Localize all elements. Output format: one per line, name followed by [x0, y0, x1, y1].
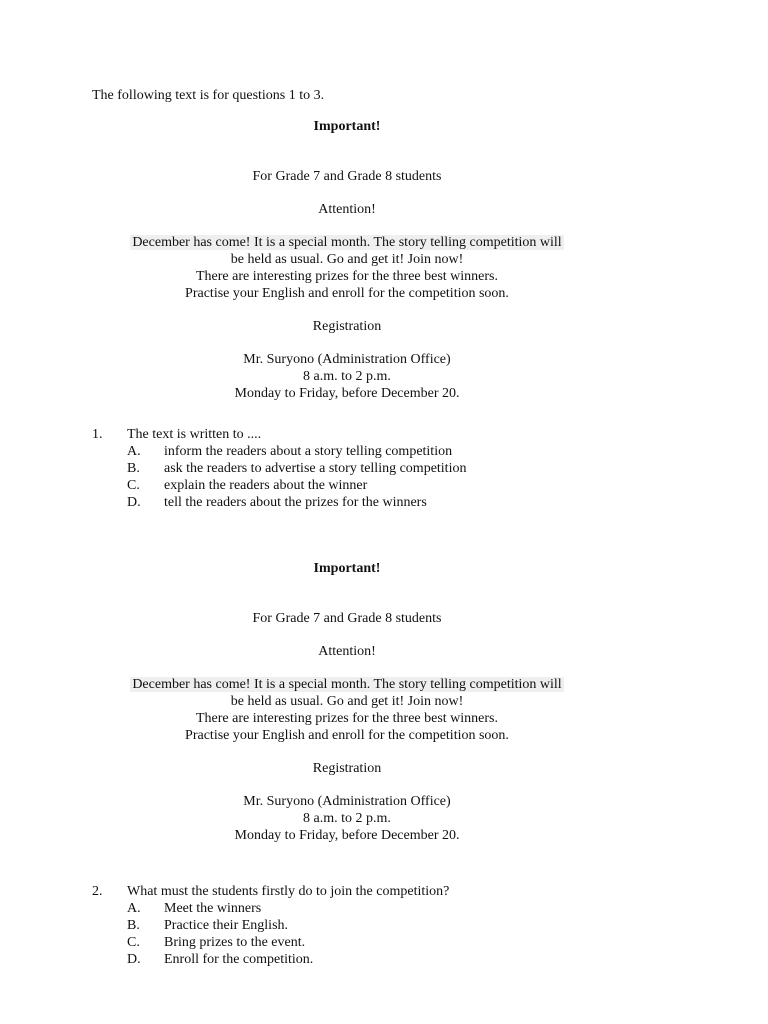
notice-contact	[0, 793, 694, 844]
notice-contact	[0, 351, 694, 402]
notice-contact-line: 8 a.m. to 2 p.m.	[303, 811, 391, 826]
notice-audience: For Grade 7 and Grade 8 students	[252, 611, 442, 626]
option-text: Practice their English.	[164, 918, 289, 933]
option-letter: C.	[127, 478, 140, 493]
option-letter: C.	[127, 935, 140, 950]
option-text: tell the readers about the prizes for the winners	[164, 495, 427, 510]
notice-attention: Attention!	[318, 644, 376, 659]
option-text: Meet the winners	[164, 901, 262, 916]
notice-body-line: December has come! It is a special month. The story telling competition will	[132, 677, 562, 692]
notice-contact-line: Mr. Suryono (Administration Office)	[243, 794, 451, 809]
notice-body-line: Practise your English and enroll for the competition soon.	[185, 286, 509, 301]
notice-2	[0, 560, 694, 844]
notice-registration: Registration	[312, 319, 382, 334]
notice-body-line: There are interesting prizes for the three best winners.	[195, 269, 499, 284]
option-letter: B.	[127, 461, 140, 476]
question-number: 1.	[92, 427, 103, 442]
intro-text: The following text is for questions 1 to 3.	[92, 88, 325, 103]
option-letter: D.	[127, 495, 141, 510]
notice-body	[0, 234, 694, 302]
option-b	[92, 917, 449, 934]
notice-title: Important!	[313, 561, 381, 576]
option-text: ask the readers to advertise a story telling competition	[164, 461, 467, 476]
notice-contact-line: Monday to Friday, before December 20.	[234, 828, 460, 843]
option-text: Bring prizes to the event.	[164, 935, 306, 950]
option-text: explain the readers about the winner	[164, 478, 368, 493]
question-text: The text is written to ....	[127, 427, 262, 442]
notice-body-line: December has come! It is a special month. The story telling competition will	[132, 235, 562, 250]
notice-body-line: be held as usual. Go and get it! Join now!	[230, 694, 464, 709]
option-letter: A.	[127, 444, 141, 459]
option-a	[92, 443, 466, 460]
notice-body-line: There are interesting prizes for the three best winners.	[195, 711, 499, 726]
notice-body-line: be held as usual. Go and get it! Join now!	[230, 252, 464, 267]
option-letter: D.	[127, 952, 141, 967]
option-text: Enroll for the competition.	[164, 952, 314, 967]
question-text: What must the students firstly do to join the competition?	[127, 884, 450, 899]
notice-attention: Attention!	[318, 202, 376, 217]
notice-1	[0, 118, 694, 402]
option-c	[92, 477, 466, 494]
question-number: 2.	[92, 884, 103, 899]
option-b	[92, 460, 466, 477]
option-letter: A.	[127, 901, 141, 916]
notice-contact-line: Mr. Suryono (Administration Office)	[243, 352, 451, 367]
notice-contact-line: 8 a.m. to 2 p.m.	[303, 369, 391, 384]
notice-audience: For Grade 7 and Grade 8 students	[252, 169, 442, 184]
option-text: inform the readers about a story telling competition	[164, 444, 453, 459]
option-d	[92, 951, 449, 968]
option-letter: B.	[127, 918, 140, 933]
notice-body-line: Practise your English and enroll for the competition soon.	[185, 728, 509, 743]
option-a	[92, 900, 449, 917]
option-c	[92, 934, 449, 951]
question-2	[92, 883, 449, 968]
notice-body	[0, 676, 694, 744]
notice-title: Important!	[313, 119, 381, 134]
notice-registration: Registration	[312, 761, 382, 776]
option-d	[92, 494, 466, 511]
question-1	[92, 426, 466, 511]
notice-contact-line: Monday to Friday, before December 20.	[234, 386, 460, 401]
